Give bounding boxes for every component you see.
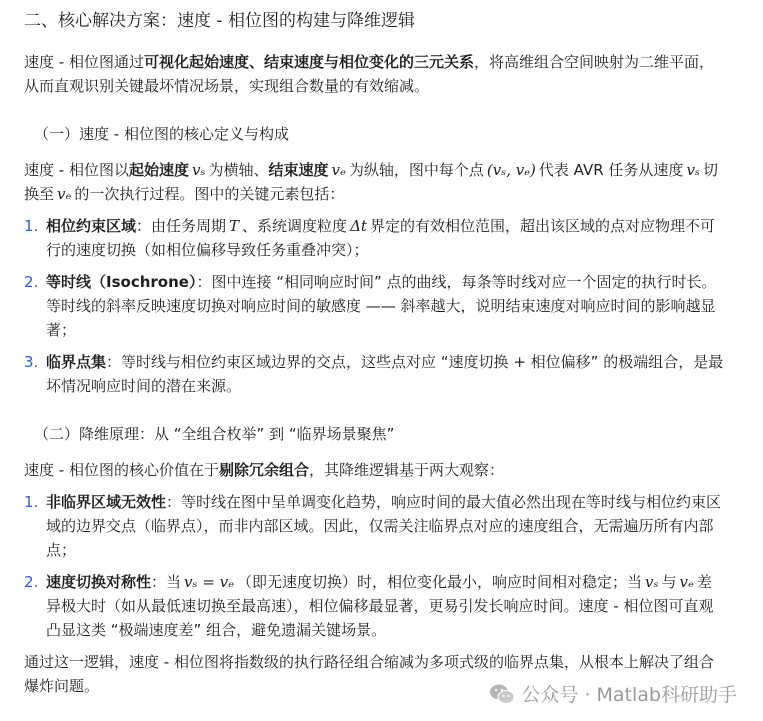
- math-symbol: vₛ: [644, 573, 659, 591]
- list-item: [24, 570, 724, 642]
- bold-term: 速度切换对称性: [46, 573, 152, 591]
- text-run: 、系统调度粒度: [242, 217, 348, 235]
- text-run: ，将高维组合空间映射为二维平面，从而直观识别关键最坏情况场景，实现组合数量的有效缩减。: [24, 53, 714, 95]
- math-symbol: vₑ: [57, 185, 72, 203]
- text-run: （即无速度切换）时，相位变化最小，响应时间相对稳定；当: [236, 573, 642, 591]
- bold-term: 剔除冗余组合: [218, 461, 309, 479]
- bold-term: 等时线（Isochrone）: [46, 273, 197, 291]
- intro-paragraph: [24, 50, 724, 98]
- bold-term: 起始速度: [128, 161, 189, 179]
- list-item: [24, 350, 724, 398]
- text-run: 的一次执行过程。图中的关键元素包括：: [74, 185, 345, 203]
- text-run: 速度 - 相位图以: [24, 161, 129, 179]
- text-run: 为纵轴，图中每个点: [348, 161, 484, 179]
- wechat-icon: [489, 683, 515, 705]
- text-run: ，其降维逻辑基于两大观察：: [308, 461, 504, 479]
- conclusion-paragraph: 通过这一逻辑，速度 - 相位图将指数级的执行路径组合缩减为多项式级的临界点集，从根本上解决了组合爆炸问题。: [24, 653, 714, 695]
- math-symbol: (vₛ, vₑ): [486, 161, 536, 179]
- list-item: [24, 490, 724, 562]
- bold-term: 非临界区域无效性: [46, 493, 167, 511]
- text-run: ：等时线在图中呈单调变化趋势，响应时间的最大值必然出现在等时线与相位约束区域的边界交点（临界点），而非内部区域。因此，仅需关注临界点对应的速度组合，无需遍历所有内部点；: [46, 493, 722, 559]
- bold-term: 相位约束区域: [46, 217, 137, 235]
- list-number: 1.: [24, 493, 39, 511]
- text-run: 代表 AVR 任务从速度: [538, 161, 684, 179]
- text-run: 与: [661, 573, 677, 591]
- subsection-heading-2: （二）降维原理：从 “全组合枚举” 到 “临界场景聚焦”: [34, 425, 395, 443]
- list-number: 1.: [24, 217, 39, 235]
- list-number: 3.: [24, 353, 39, 371]
- list-item: [24, 214, 724, 262]
- math-symbol: vₛ = vₑ: [184, 573, 234, 591]
- list-item: [24, 270, 724, 342]
- bold-term: 结束速度: [268, 161, 329, 179]
- text-run: 界定的有效相位范围，超出该区域的点对应物理不可行的速度切换（如相位偏移导致任务重叠冲突）；: [46, 217, 715, 259]
- text-run: 速度 - 相位图通过: [24, 53, 144, 71]
- observations-list: [24, 490, 724, 642]
- math-symbol: Δt: [350, 217, 367, 235]
- math-symbol: vₑ: [679, 573, 694, 591]
- definition-paragraph: [24, 158, 724, 206]
- math-symbol: vₛ: [191, 161, 206, 179]
- principle-paragraph: [24, 458, 724, 482]
- text-run: 速度 - 相位图的核心价值在于: [24, 461, 219, 479]
- watermark: [489, 680, 737, 707]
- math-symbol: T: [229, 217, 240, 235]
- math-symbol: vₛ: [686, 161, 700, 179]
- section-title: 二、核心解决方案：速度 - 相位图的构建与降维逻辑: [24, 11, 415, 31]
- bold-term: 可视化起始速度、结束速度与相位变化的三元关系: [143, 53, 474, 71]
- text-run: ：当: [151, 573, 182, 591]
- article: [24, 6, 724, 706]
- subsection-heading-1: （一）速度 - 相位图的核心定义与构成: [34, 125, 289, 143]
- watermark-text: 公众号 · Matlab科研助手: [521, 684, 737, 706]
- list-number: 2.: [24, 273, 39, 291]
- text-run: ：由任务周期: [136, 217, 227, 235]
- bold-term: 临界点集: [46, 353, 107, 371]
- list-number: 2.: [24, 573, 39, 591]
- text-run: ：图中连接 “相同响应时间” 点的曲线，每条等时线对应一个固定的执行时长。等时线的斜率反映速度切换对响应时间的敏感度 —— 斜率越大，说明结束速度对响应时间的影响越显著；: [46, 273, 717, 339]
- text-run: 切换至: [24, 161, 718, 203]
- text-run: ：等时线与相位约束区域边界的交点，这些点对应 “速度切换 + 相位偏移” 的极端组合，是最坏情况响应时间的潜在来源。: [46, 353, 724, 395]
- math-symbol: vₑ: [331, 161, 346, 179]
- key-elements-list: [24, 214, 724, 398]
- text-run: 为横轴、: [208, 161, 269, 179]
- text-run: 差异极大时（如从最低速切换至最高速），相位偏移最显著，更易引发长响应时间。速度 - 相位图可直观凸显这类 “极端速度差” 组合，避免遗漏关键场景。: [46, 573, 714, 639]
